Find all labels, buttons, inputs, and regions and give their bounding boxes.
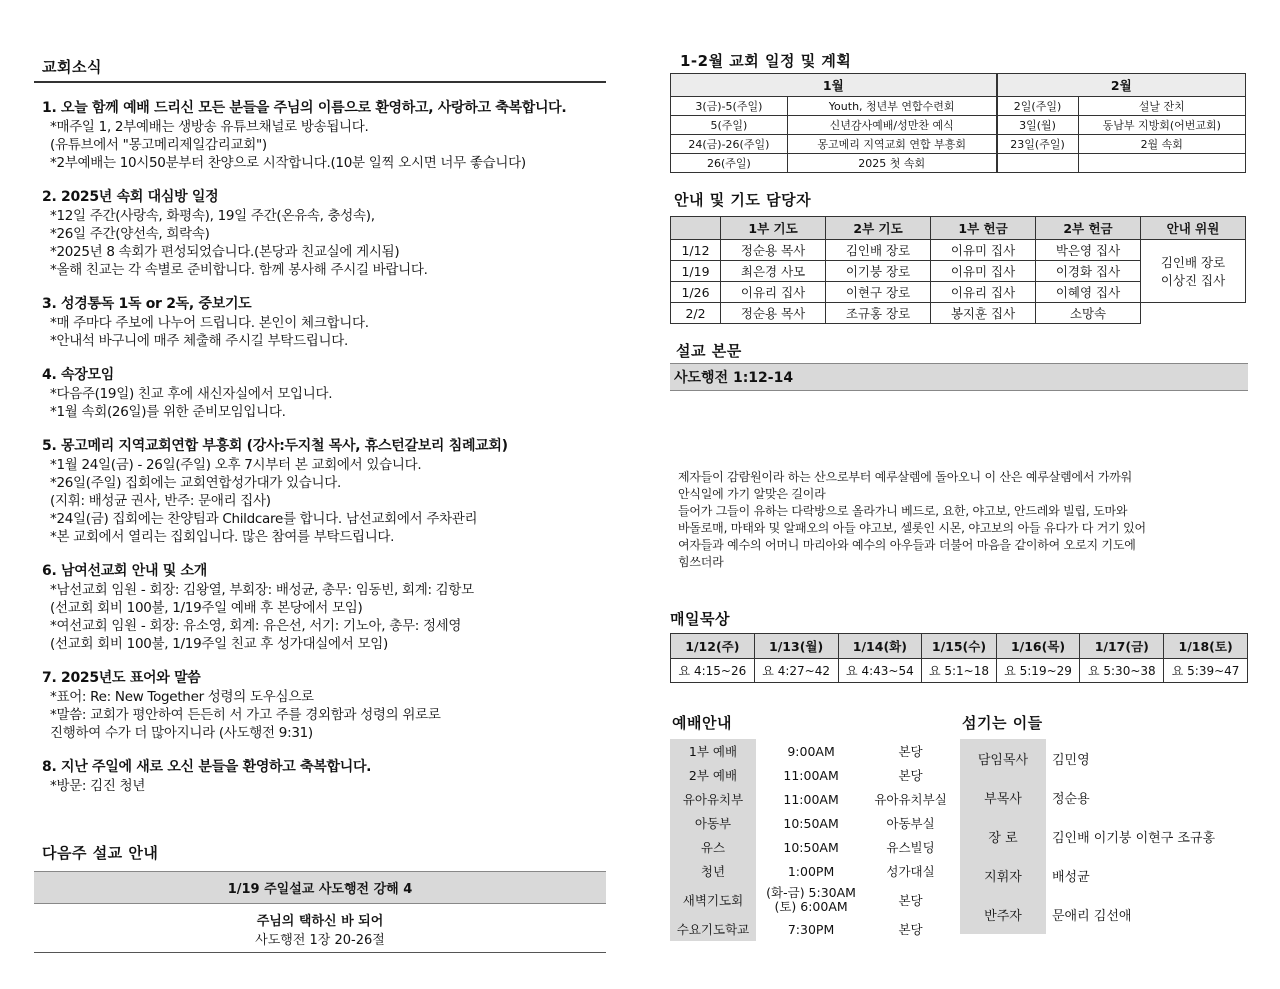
worship-name: 1부 예배: [670, 739, 756, 763]
worship-row: [670, 835, 955, 859]
duty-row: [671, 240, 1246, 261]
server-names: 정순용: [1052, 792, 1090, 807]
schedule-title: 1-2월 교회 일정 및 계획: [680, 52, 852, 70]
jan-date: 3(금)-5(주일): [671, 97, 788, 116]
worship-time-line: 11:00AM: [783, 767, 839, 783]
feb-date: 2일(주일): [997, 97, 1078, 116]
news-item-title: 7. 2025년도 표어와 말씀: [42, 670, 201, 686]
news-item: [42, 364, 606, 421]
duty-cell-date: 1/19: [671, 261, 721, 282]
news-item-title: 6. 남여선교회 안내 및 소개: [42, 563, 207, 579]
news-item-title: 8. 지난 주일에 새로 오신 분들을 환영하고 축복합니다.: [42, 759, 372, 775]
worship-time: [756, 859, 866, 883]
jan-event: Youth, 청년부 연합수련회: [787, 97, 996, 116]
news-item-title: 4. 속장모임: [42, 367, 114, 383]
server-names: 문애리 김선애: [1052, 909, 1132, 924]
worship-place: 유스빌딩: [886, 840, 935, 855]
worship-time-line: 1:00PM: [787, 863, 835, 879]
daily-reading: 요 5:19~29: [996, 659, 1080, 683]
duty-cell-p1: 최은경 사모: [721, 261, 826, 282]
duty-cell-o2: 소망속: [1036, 303, 1141, 324]
worship-time-line: (토) 6:00AM: [774, 899, 848, 914]
duty-cell-o2: 박은영 집사: [1036, 240, 1141, 261]
feb-header: 2월: [997, 74, 1246, 97]
news-item-line: *남선교회 임원 - 회장: 김왕열, 부회장: 배성균, 총무: 임동빈, 회계: 김항모: [50, 582, 474, 598]
news-item: [42, 435, 606, 546]
jan-event: 몽고메리 지역교회 연합 부흥회: [787, 135, 996, 154]
worship-time: [756, 739, 866, 763]
church-news-list: [34, 97, 606, 795]
news-item-title: 5. 몽고메리 지역교회연합 부흥회 (강사:두지철 목사, 휴스턴갈보리 침례교회): [42, 438, 508, 454]
news-item-line: *24일(금) 집회에는 찬양팀과 Childcare를 합니다. 남선교회에서 주차관리: [50, 511, 478, 527]
worship-name: 아동부: [670, 811, 756, 835]
daily-title: 매일묵상: [670, 610, 730, 628]
duty-cell-p2: 이기붕 장로: [826, 261, 931, 282]
worship-name: 새벽기도회: [670, 883, 756, 917]
worship-row: [670, 883, 955, 917]
news-item-line: *12일 주간(사랑속, 화평속), 19일 주간(온유속, 충성속),: [50, 208, 375, 224]
sermon-line: 여자들과 예수의 어머니 마리아와 예수의 아우들과 더불어 마음을 같이하여 오로지 기도에: [678, 538, 1136, 552]
news-item-title: 3. 성경통독 1독 or 2독, 중보기도: [42, 296, 252, 312]
daily-day: 1/16(목): [996, 634, 1080, 659]
worship-time: [756, 763, 866, 787]
news-item-line: *26일(주일) 집회에는 교회연합성가대가 있습니다.: [50, 475, 342, 491]
next-sermon-subject: 주님의 택하신 바 되어: [256, 914, 384, 929]
daily-reading: 요 5:1~18: [922, 659, 996, 683]
server-names: 김민영: [1052, 753, 1090, 768]
duty-cell-o2: 이혜영 집사: [1036, 282, 1141, 303]
daily-table: [670, 633, 1248, 683]
news-item: [42, 560, 606, 653]
duty-cell-date: 1/26: [671, 282, 721, 303]
worship-place: 유아유치부실: [874, 792, 947, 807]
news-item-line: *다음주(19일) 친교 후에 새신자실에서 모입니다.: [50, 386, 333, 402]
duty-cell-o2: 이경화 집사: [1036, 261, 1141, 282]
duty-header: 1부 헌금: [931, 217, 1036, 240]
worship-row: [670, 787, 955, 811]
daily-reading: 요 4:27~42: [754, 659, 838, 683]
worship-time: [756, 883, 866, 917]
worship-time-line: (화-금) 5:30AM: [766, 885, 856, 900]
worship-table: [670, 739, 955, 941]
news-item: [42, 756, 606, 795]
usher-name: 이상진 집사: [1160, 273, 1226, 288]
jan-header: 1월: [671, 74, 997, 97]
jan-date: 5(주일): [671, 116, 788, 135]
daily-day: 1/14(화): [838, 634, 922, 659]
jan-event: 2025 첫 속회: [787, 154, 996, 173]
sermon-text-title: 설교 본문: [676, 342, 742, 360]
server-role: 부목사: [960, 778, 1046, 817]
worship-name: 수요기도학교: [670, 917, 756, 941]
sermon-line: 안식일에 가기 알맞은 길이라: [678, 487, 826, 501]
worship-time-line: 10:50AM: [783, 839, 839, 855]
server-row: [960, 739, 1248, 778]
jan-event: 신년감사예배/성만찬 예식: [787, 116, 996, 135]
church-news-title: 교회소식: [34, 50, 606, 83]
news-item-line: *매 주마다 주보에 나누어 드립니다. 본인이 체크합니다.: [50, 315, 369, 331]
worship-title: 예배안내: [672, 714, 732, 732]
schedule-row: [671, 135, 1246, 154]
jan-date: 26(주일): [671, 154, 788, 173]
sermon-line: 힘쓰더라: [678, 555, 724, 569]
duty-header: [671, 217, 721, 240]
server-role: 장 로: [960, 817, 1046, 856]
worship-section: [670, 710, 955, 941]
worship-row: [670, 739, 955, 763]
news-item-line: *2025년 8 속회가 편성되었습니다.(본당과 친교실에 게시됨): [50, 244, 400, 260]
worship-place: 본당: [898, 893, 923, 908]
server-row: [960, 895, 1248, 934]
worship-name: 청년: [670, 859, 756, 883]
news-item-line: *여선교회 임원 - 회장: 유소영, 회계: 유은선, 서기: 기노아, 총무: 정세영: [50, 618, 462, 634]
news-item-line: *말씀: 교회가 평안하여 든든히 서 가고 주를 경외함과 성령의 위로로: [50, 707, 441, 723]
feb-date: 3일(월): [997, 116, 1078, 135]
news-item-line: *1월 속회(26일)를 위한 준비모임입니다.: [50, 404, 286, 420]
duty-cell-o1: 이유미 집사: [931, 240, 1036, 261]
duty-header: 2부 기도: [826, 217, 931, 240]
news-item-line: *안내석 바구니에 매주 체출해 주시길 부탁드립니다.: [50, 333, 348, 349]
duty-cell-date: 1/12: [671, 240, 721, 261]
worship-row: [670, 811, 955, 835]
duty-row: [671, 303, 1246, 324]
worship-row: [670, 763, 955, 787]
news-item-line: *본 교회에서 열리는 집회입니다. 많은 참여를 부탁드립니다.: [50, 529, 395, 545]
schedule-row: [671, 154, 1246, 173]
worship-time-line: 7:30PM: [787, 921, 835, 937]
sermon-text-body: [670, 469, 1248, 571]
news-item: [42, 667, 606, 742]
feb-event: [1078, 154, 1246, 173]
feb-date: 23일(주일): [997, 135, 1078, 154]
daily-day: 1/15(수): [922, 634, 996, 659]
duty-cell-p2: 조규홍 장로: [826, 303, 931, 324]
news-item-title: 1. 오늘 함께 예배 드리신 모든 분들을 주님의 이름으로 환영하고, 사랑하고 축복합니다.: [42, 100, 567, 116]
worship-row: [670, 917, 955, 941]
duty-cell-o1: 이유리 집사: [931, 282, 1036, 303]
news-item-line: *방문: 김진 청년: [50, 778, 146, 794]
daily-reading: 요 5:39~47: [1164, 659, 1248, 683]
feb-event: 동남부 지방회(어번교회): [1078, 116, 1246, 135]
schedule-table: [670, 73, 1246, 173]
server-role: 반주자: [960, 895, 1046, 934]
right-column: [670, 48, 1248, 678]
next-sermon-title: 다음주 설교 안내: [42, 844, 159, 862]
servers-title: 섬기는 이들: [962, 714, 1043, 732]
worship-place: 아동부실: [886, 816, 935, 831]
jan-date: 24(금)-26(주일): [671, 135, 788, 154]
schedule-row: [671, 116, 1246, 135]
daily-reading: 요 4:43~54: [838, 659, 922, 683]
worship-place: 본당: [898, 768, 923, 783]
next-sermon-body: [34, 904, 606, 953]
sermon-line: 바돌로매, 마태와 및 알패오의 아들 야고보, 셀롯인 시몬, 야고보의 아들 유다가 다 거기 있어: [678, 521, 1146, 535]
worship-time-line: 10:50AM: [783, 815, 839, 831]
duty-header: 1부 기도: [721, 217, 826, 240]
worship-place: 본당: [898, 744, 923, 759]
duty-header: 2부 헌금: [1036, 217, 1141, 240]
news-item-line: (지휘: 배성균 권사, 반주: 문애리 집사): [50, 493, 271, 509]
usher-cell: [1141, 240, 1246, 303]
worship-time-line: 11:00AM: [783, 791, 839, 807]
sermon-line: 들어가 그들이 유하는 다락방으로 올라가니 베드로, 요한, 야고보, 안드레와 빌립, 도마와: [678, 504, 1128, 518]
server-names: 김인배 이기붕 이현구 조규홍: [1052, 831, 1216, 846]
server-role: 지휘자: [960, 856, 1046, 895]
next-sermon-section: [34, 836, 606, 953]
news-item-line: *1월 24일(금) - 26일(주일) 오후 7시부터 본 교회에서 있습니다.: [50, 457, 422, 473]
daily-section: [670, 606, 1248, 683]
news-item-line: (유튜브에서 "몽고메리제일감리교회"): [50, 137, 267, 153]
news-item-line: (선교회 회비 100불, 1/19주일 친교 후 성가대실에서 모임): [50, 636, 388, 652]
worship-time: [756, 835, 866, 859]
daily-reading: 요 5:30~38: [1080, 659, 1164, 683]
worship-name: 유스: [670, 835, 756, 859]
server-row: [960, 778, 1248, 817]
worship-place: 본당: [898, 922, 923, 937]
duty-cell-p2: 김인배 장로: [826, 240, 931, 261]
duty-title: 안내 및 기도 담당자: [674, 191, 812, 209]
news-item-line: *매주일 1, 2부예배는 생방송 유튜브채널로 방송됩니다.: [50, 119, 369, 135]
news-item: [42, 186, 606, 279]
usher-name: 김인배 장로: [1160, 255, 1226, 270]
news-item: [42, 97, 606, 172]
sermon-line: 제자들이 감람원이라 하는 산으로부터 예루살렘에 돌아오니 이 산은 예루살렘에서 가까워: [678, 470, 1133, 484]
server-row: [960, 817, 1248, 856]
server-row: [960, 856, 1248, 895]
daily-day: 1/18(토): [1164, 634, 1248, 659]
feb-event: 2월 속회: [1078, 135, 1246, 154]
left-column: [34, 50, 606, 948]
worship-time: [756, 787, 866, 811]
news-item-line: *2부예배는 10시50분부터 찬양으로 시작합니다.(10분 일찍 오시면 너무 좋습니다): [50, 155, 526, 171]
feb-event: 설날 잔치: [1078, 97, 1246, 116]
worship-name: 유아유치부: [670, 787, 756, 811]
daily-day: 1/17(금): [1080, 634, 1164, 659]
duty-cell-p2: 이현구 장로: [826, 282, 931, 303]
duty-cell-date: 2/2: [671, 303, 721, 324]
sermon-reference: 사도행전 1:12-14: [670, 363, 1248, 391]
server-names: 배성균: [1052, 870, 1090, 885]
next-sermon-passage: 사도행전 1장 20-26절: [255, 933, 385, 948]
news-item-line: *올해 친교는 각 속별로 준비합니다. 함께 봉사해 주시길 바랍니다.: [50, 262, 428, 278]
servers-table: [960, 739, 1248, 934]
news-item: [42, 293, 606, 350]
worship-time: [756, 811, 866, 835]
worship-row: [670, 859, 955, 883]
duty-header: 안내 위원: [1141, 217, 1246, 240]
duty-cell-p1: 정순용 목사: [721, 240, 826, 261]
server-role: 담임목사: [960, 739, 1046, 778]
worship-name: 2부 예배: [670, 763, 756, 787]
worship-time: [756, 917, 866, 941]
next-sermon-bar: 1/19 주일설교 사도행전 강해 4: [34, 871, 606, 904]
feb-date: [997, 154, 1078, 173]
daily-day: 1/13(월): [754, 634, 838, 659]
daily-day: 1/12(주): [671, 634, 755, 659]
news-item-line: *26일 주간(양선속, 희락속): [50, 226, 210, 242]
news-item-title: 2. 2025년 속회 대심방 일정: [42, 189, 219, 205]
duty-table: [670, 216, 1246, 324]
duty-cell-p1: 이유리 집사: [721, 282, 826, 303]
schedule-row: [671, 97, 1246, 116]
duty-cell-o1: 봉지훈 집사: [931, 303, 1036, 324]
duty-cell-o1: 이유미 집사: [931, 261, 1036, 282]
worship-place: 성가대실: [886, 864, 935, 879]
news-item-line: *표어: Re: New Together 성령의 도우심으로: [50, 689, 314, 705]
news-item-line: (선교회 회비 100불, 1/19주일 예배 후 본당에서 모임): [50, 600, 363, 616]
duty-cell-p1: 정순용 목사: [721, 303, 826, 324]
news-item-line: 진행하여 수가 더 많아지니라 (사도행전 9:31): [50, 725, 313, 741]
worship-time-line: 9:00AM: [787, 743, 835, 759]
servers-section: [960, 710, 1248, 934]
daily-reading: 요 4:15~26: [671, 659, 755, 683]
